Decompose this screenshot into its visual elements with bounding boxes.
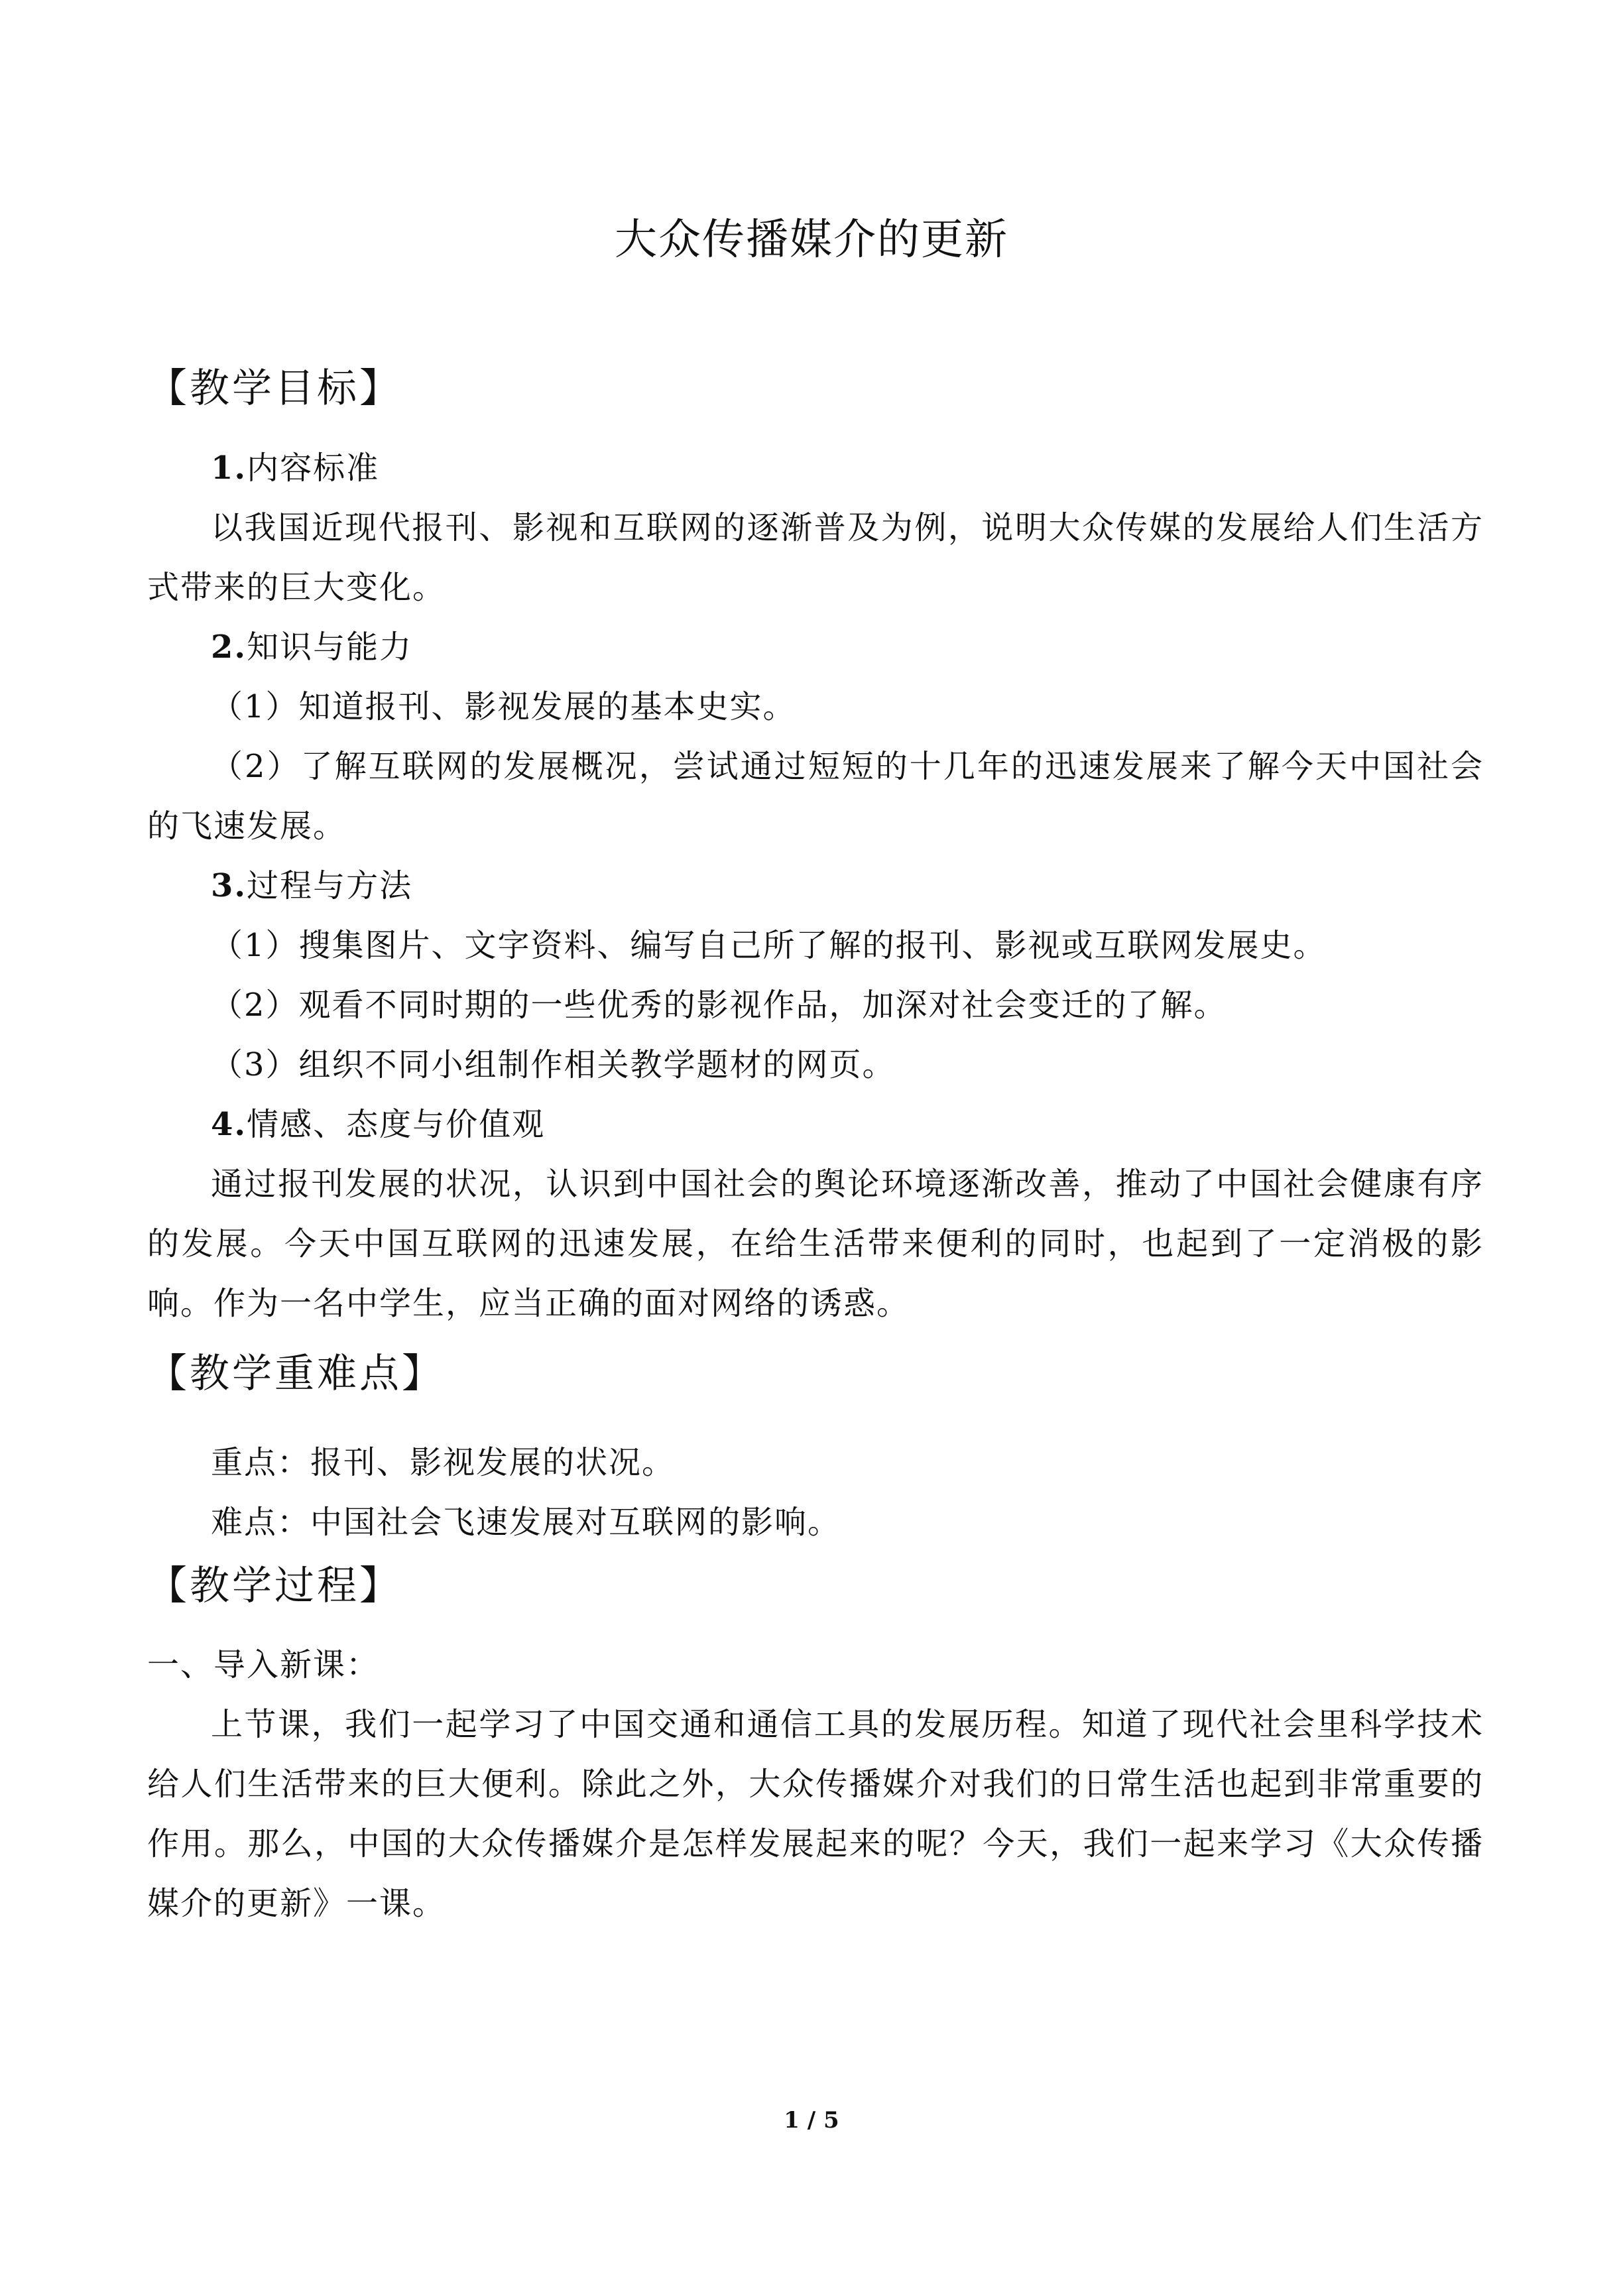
section-heading-goals: 【教学目标】	[147, 365, 402, 412]
goal-item-2-title: 知识与能力	[247, 629, 413, 666]
page-number: 1 / 5	[784, 2107, 839, 2134]
goal-item-1-number: 1.	[211, 450, 247, 487]
process-step-1-text: 上节课，我们一起学习了中国交通和通信工具的发展历程。知道了现代社会里科学技术给人们生活带来的巨大便利。除此之外，大众传播媒介对我们的日常生活也起到非常重要的作用。那么，中国的大众传播媒介是怎样发展起来的呢？今天，我们一起来学习《大众传播媒介的更新》一课。	[147, 1706, 1484, 1922]
goal-item-4-title: 情感、态度与价值观	[247, 1106, 546, 1143]
process-step-1-title: 一、导入新课：	[147, 1646, 380, 1683]
key-point-text: 重点：报刊、影视发展的状况。	[211, 1444, 676, 1481]
section-heading-process: 【教学过程】	[147, 1563, 402, 1609]
goal-item-1-label	[211, 438, 379, 498]
goal-item-3-number: 3.	[211, 867, 247, 904]
goal-item-2-point-2: （2）了解互联网的发展概况，尝试通过短短的十几年的迅速发展来了解今天中国社会的飞速发展。	[147, 748, 1484, 845]
goal-item-4-number: 4.	[211, 1106, 247, 1143]
goal-item-3-title: 过程与方法	[247, 867, 413, 904]
goal-item-3-label	[211, 856, 412, 916]
goal-item-1-text: 以我国近现代报刊、影视和互联网的逐渐普及为例，说明大众传媒的发展给人们生活方式带来的巨大变化。	[147, 509, 1484, 606]
section-heading-keypoints: 【教学重难点】	[147, 1351, 444, 1397]
goal-item-3-point-3: （3）组织不同小组制作相关教学题材的网页。	[211, 1046, 896, 1083]
difficult-point-text: 难点：中国社会飞速发展对互联网的影响。	[211, 1504, 841, 1541]
goal-item-2-point-1: （1）知道报刊、影视发展的基本史实。	[211, 688, 796, 725]
goal-item-1-title: 内容标准	[247, 450, 380, 487]
goal-item-4-text: 通过报刊发展的状况，认识到中国社会的舆论环境逐渐改善，推动了中国社会健康有序的发展。今天中国互联网的迅速发展，在给生活带来便利的同时，也起到了一定消极的影响。作为一名中学生，应当正确的面对网络的诱惑。	[147, 1166, 1484, 1322]
goal-item-3-point-1: （1）搜集图片、文字资料、编写自己所了解的报刊、影视或互联网发展史。	[211, 927, 1327, 964]
goal-item-4-label	[211, 1095, 545, 1154]
goal-item-3-point-2: （2）观看不同时期的一些优秀的影视作品，加深对社会变迁的了解。	[211, 987, 1227, 1024]
page-title: 大众传播媒介的更新	[615, 215, 1008, 265]
goal-item-2-label	[211, 617, 412, 677]
goal-item-2-number: 2.	[211, 629, 247, 666]
